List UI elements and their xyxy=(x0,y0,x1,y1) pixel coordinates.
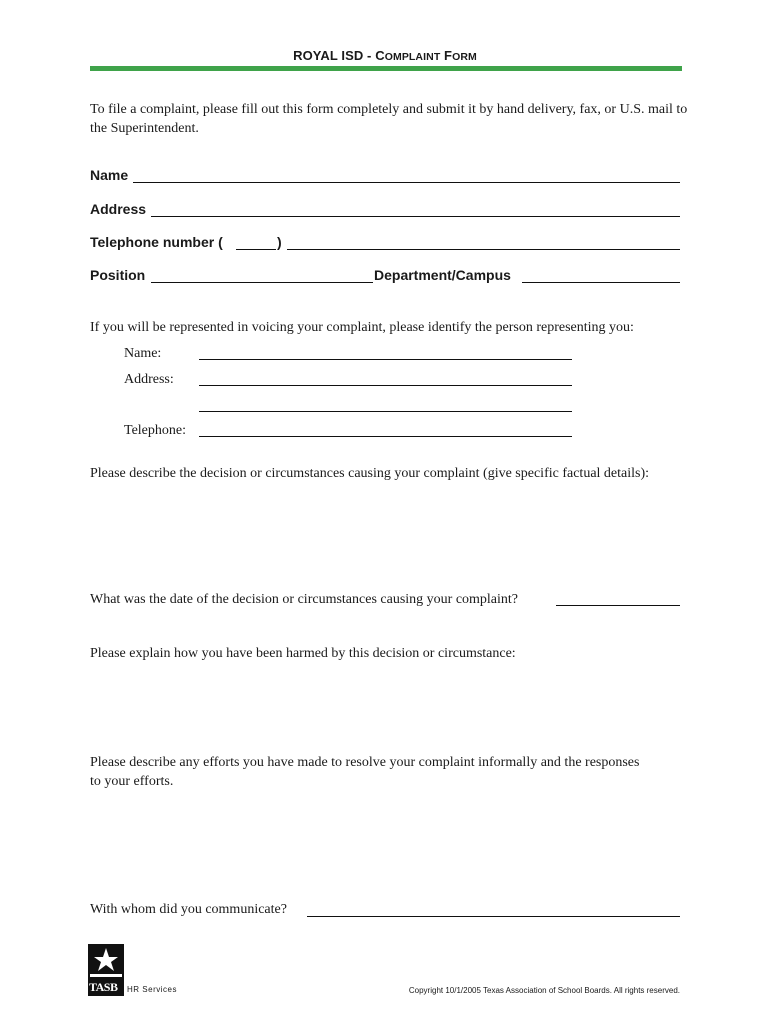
title-divider xyxy=(90,66,682,71)
address-field[interactable] xyxy=(151,216,680,217)
rep-name-field[interactable] xyxy=(199,359,572,360)
tasb-logo xyxy=(88,944,124,996)
telephone-label: Telephone number ( xyxy=(90,234,223,250)
area-code-field[interactable] xyxy=(236,249,276,250)
communicate-question: With whom did you communicate? xyxy=(90,902,287,917)
telephone-field[interactable] xyxy=(287,249,680,250)
title-text: ROYAL ISD - C xyxy=(293,48,385,63)
representative-prompt: If you will be represented in voicing your complaint, please identify the person representing you: xyxy=(90,320,634,335)
address-label: Address xyxy=(90,201,147,217)
copyright-text: Copyright 10/1/2005 Texas Association of School Boards. All rights reserved. xyxy=(408,986,680,995)
describe-answer-area[interactable] xyxy=(90,505,680,585)
title-text-smallcaps-2: ORM xyxy=(452,51,477,63)
department-label: Department/Campus xyxy=(374,267,511,283)
logo-text: TASB xyxy=(89,980,118,994)
rep-name-label: Name: xyxy=(124,346,162,361)
date-question: What was the date of the decision or circumstances causing your complaint? xyxy=(90,592,519,607)
department-field[interactable] xyxy=(522,282,680,283)
rep-telephone-field[interactable] xyxy=(199,436,572,437)
efforts-answer-area[interactable] xyxy=(90,795,680,895)
telephone-close-paren: ) xyxy=(277,234,282,250)
harmed-question: Please explain how you have been harmed by this decision or circumstance: xyxy=(90,646,516,661)
rep-address-field[interactable] xyxy=(199,385,572,386)
logo-subtext: HR Services xyxy=(127,985,177,994)
rep-telephone-label: Telephone: xyxy=(124,423,186,438)
harmed-answer-area[interactable] xyxy=(90,670,680,745)
communicate-field[interactable] xyxy=(307,916,680,917)
name-label: Name xyxy=(90,167,129,183)
efforts-question: Please describe any efforts you have made to resolve your complaint informally and the responses to your efforts. xyxy=(90,755,640,789)
describe-question: Please describe the decision or circumstances causing your complaint (give specific factual details): xyxy=(90,466,650,481)
date-field[interactable] xyxy=(556,605,680,606)
form-title xyxy=(0,48,770,63)
name-field[interactable] xyxy=(133,182,680,183)
rep-address-label: Address: xyxy=(124,372,174,387)
intro-text: To file a complaint, please fill out this form completely and submit it by hand delivery, fax, or U.S. mail to the Superintendent. xyxy=(90,102,688,136)
position-label: Position xyxy=(90,267,146,283)
title-text-smallcaps: OMPLAINT xyxy=(384,51,441,63)
rep-address-field-2[interactable] xyxy=(199,411,572,412)
title-text-f: F xyxy=(440,48,453,63)
position-field[interactable] xyxy=(151,282,373,283)
